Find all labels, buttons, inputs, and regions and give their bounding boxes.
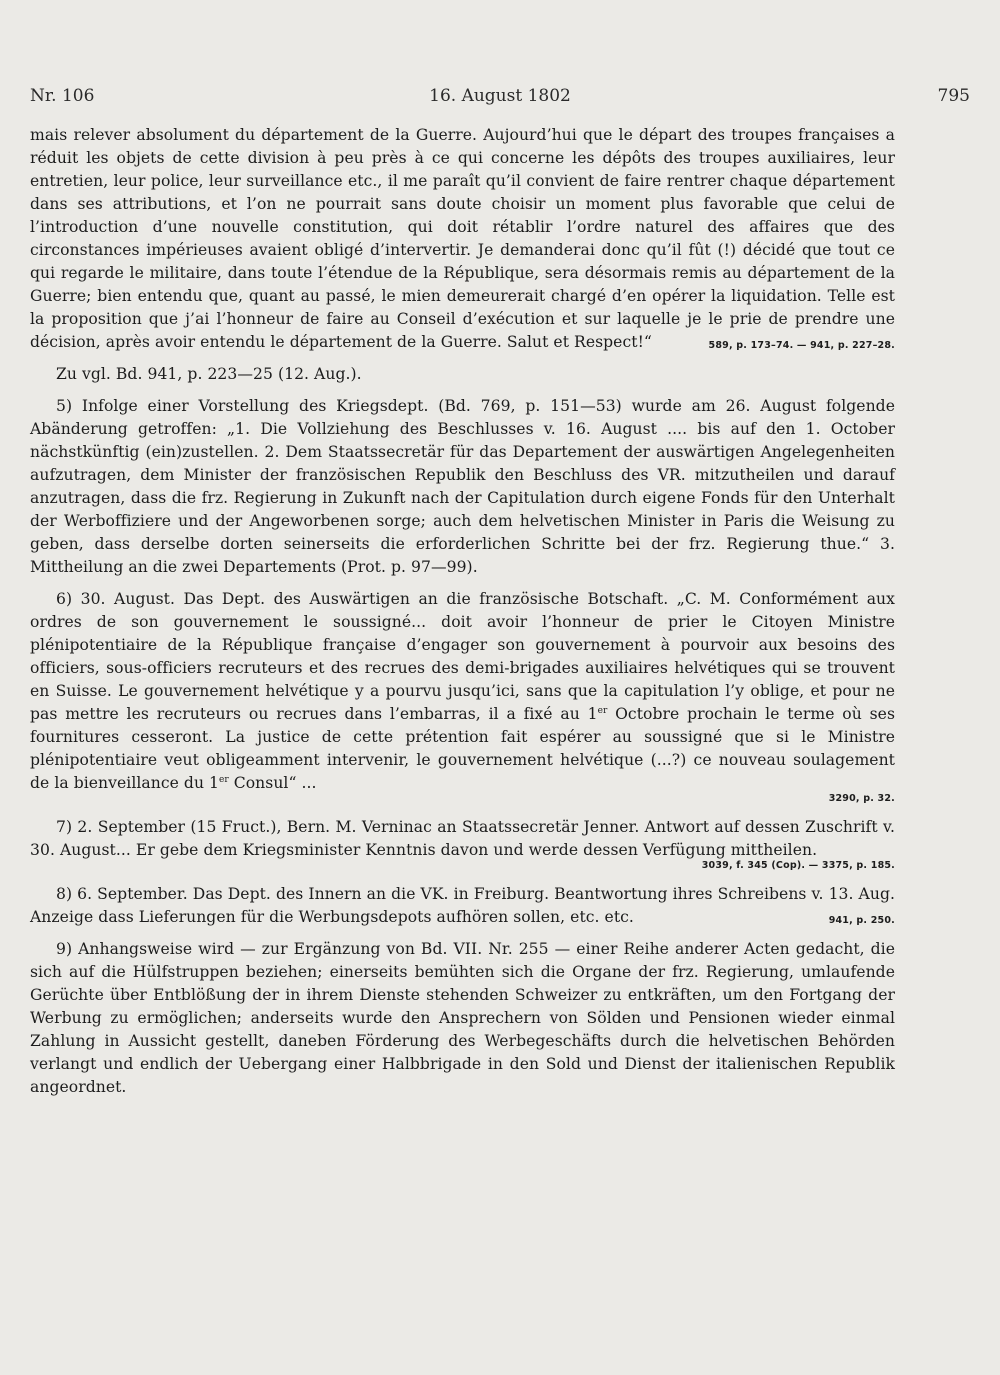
paragraph-text: 5) Infolge einer Vorstellung des Kriegsdept. (Bd. 769, p. 151—53) wurde am 26. August folgende Abänderung getroffen: „1. Die Vollziehung des Beschlusses v. 16. August .... bis auf den 1. October nächstkünftig (ein)zustellen. 2. Dem Staatssecretär für das Departement der auswärtigen Angelegenheiten aufzutragen, dem Minister der französischen Republik den Beschluss des VR. mitzutheilen und darauf anzutragen, dass die frz. Regierung in Zukunft nach der Capitulation durch eigene Fonds für den Unterhalt der Werboffiziere und der Angeworbenen sorge; auch dem helvetischen Minister in Paris die Weisung zu geben, dass derselbe dorten seinerseits die erforderlichen Schritte bei der frz. Regierung thue.“ 3. Mittheilung an die zwei Departements (Prot. p. 97—99). bbox=[30, 397, 895, 576]
source-reference: 589, p. 173–74. — 941, p. 227–28. bbox=[708, 340, 895, 351]
paragraph-cross-reference bbox=[30, 363, 895, 386]
paragraph-item-6 bbox=[30, 588, 895, 807]
paragraph-text: 6) 30. August. Das Dept. des Auswärtigen an die französische Botschaft. „C. M. Conformément aux ordres de son gouvernement le soussigné... doit avoir l’honneur de prier le Citoyen Ministre plénipotentiaire de la République française d’engager son gouvernement à pourvoir aux besoins des officiers, sous-officiers recruteurs et des recrues des demi-brigades auxiliaires helvétiques qui se trouvent en Suisse. Le gouvernement helvétique y a pourvu jusqu’ici, sans que la capitulation l’y oblige, et pour ne pas mettre les recruteurs ou recrues dans l’embarras, il a fixé au 1 bbox=[30, 590, 895, 723]
paragraph-item-9 bbox=[30, 938, 895, 1099]
paragraph-text: 9) Anhangsweise wird — zur Ergänzung von Bd. VII. Nr. 255 — einer Reihe anderer Acten gedacht, die sich auf die Hülfstruppen beziehen; einerseits bemühten sich die Organe der frz. Regierung, umlaufende Gerüchte über Entblößung der in ihrem Dienste stehenden Schweizer zu entkräften, um den Fortgang der Werbung zu ermöglichen; anderseits wurde den Ansprechern von Sölden und Pensionen wieder einmal Zahlung in Aussicht gestellt, daneben Förderung des Werbegeschäfts durch die helvetischen Behörden verlangt und endlich der Uebergang einer Halbbrigade in den Sold und Dienst der italienischen Republik angeordnet. bbox=[30, 940, 895, 1096]
header-date: 16. August 1802 bbox=[429, 86, 571, 106]
paragraph-text: 7) 2. September (15 Fruct.), Bern. M. Verninac an Staatssecretär Jenner. Antwort auf dessen Zuschrift v. 30. August... Er gebe dem Kriegsminister Kenntnis davon und werde dessen Verfügung mittheilen. bbox=[30, 818, 895, 859]
superscript: er bbox=[219, 774, 229, 785]
paragraph-item-8 bbox=[30, 883, 895, 929]
document-number: Nr. 106 bbox=[30, 86, 95, 106]
paragraph-continuation bbox=[30, 124, 895, 354]
page-header bbox=[30, 86, 970, 116]
superscript: er bbox=[597, 705, 608, 716]
source-reference: 3039, f. 345 (Cop). — 3375, p. 185. bbox=[701, 860, 895, 871]
paragraph-text: Zu vgl. Bd. 941, p. 223—25 (12. Aug.). bbox=[56, 365, 362, 383]
page-body bbox=[30, 124, 895, 1108]
paragraph-text: 8) 6. September. Das Dept. des Innern an die VK. in Freiburg. Beantwortung ihres Schreibens v. 13. Aug. Anzeige dass Lieferungen für die Werbungsdepots aufhören sollen, etc. etc. bbox=[30, 885, 895, 926]
paragraph-text: Consul“ ... bbox=[228, 774, 317, 792]
paragraph-item-7 bbox=[30, 816, 895, 874]
source-reference: 941, p. 250. bbox=[828, 915, 895, 926]
page-number: 795 bbox=[937, 86, 970, 106]
paragraph-text: Octobre prochain le terme où ses fournitures cesseront. La justice de cette prétention fait espérer au soussigné que si le Ministre plénipotentiaire veut obligeamment intervenir, le gouvernement helvétique (...?) ce nouveau soulagement de la bienveillance du 1 bbox=[30, 705, 896, 792]
paragraph-item-5 bbox=[30, 395, 895, 579]
source-reference: 3290, p. 32. bbox=[828, 793, 895, 804]
paragraph-text: mais relever absolument du département de la Guerre. Aujourd’hui que le départ des troupes françaises a réduit les objets de cette division à peu près à ce qui concerne les dépôts des troupes auxiliaires, leur entretien, leur police, leur surveillance etc., il me paraît qu’il convient de faire rentrer chaque département dans ses attributions, et l’on ne pourrait sans doute choisir un moment plus favorable que celui de l’introduction d’une nouvelle constitution, qui doit rétablir l’ordre naturel des affaires que des circonstances impérieuses avaient obligé d’intervertir. Je demanderai donc qu’il fût (!) décidé que tout ce qui regarde le militaire, dans toute l’étendue de la République, sera désormais remis au département de la Guerre; bien entendu que, quant au passé, le mien demeurerait chargé d’en opérer la liquidation. Telle est la proposition que j’ai l’honneur de faire au Conseil d’exécution et sur laquelle je le prie de prendre une décision, après avoir entendu le département de la Guerre. Salut et Respect!“ bbox=[30, 126, 895, 351]
